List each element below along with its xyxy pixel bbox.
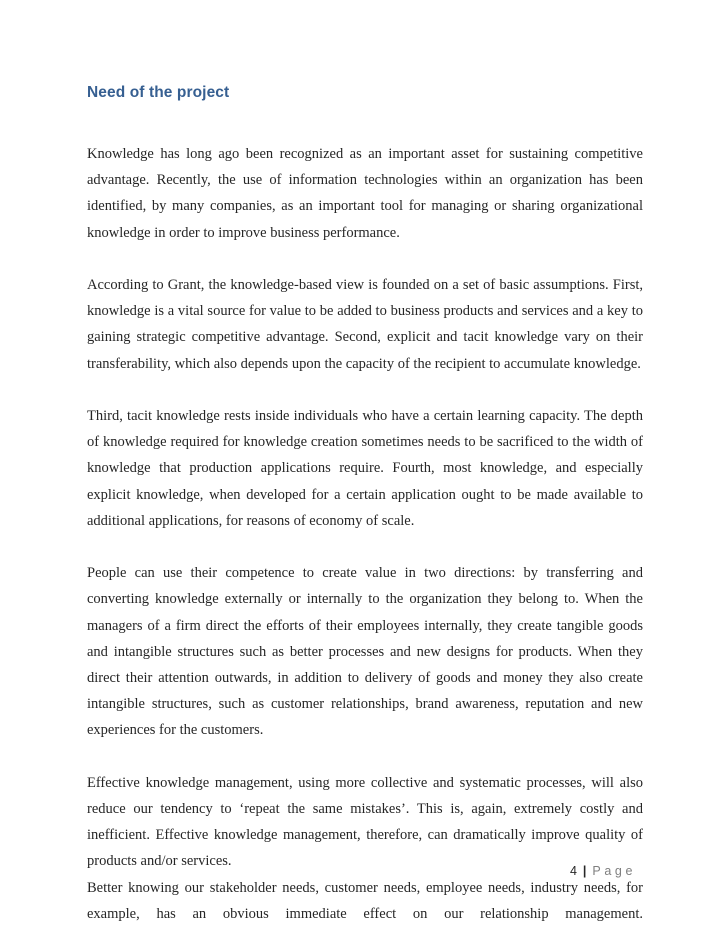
paragraph-3: Third, tacit knowledge rests inside individuals who have a certain learning capacity. The depth of knowledge required for knowledge creation sometimes needs to be sacrificed to the width of knowledge that production applications require. Fourth, most knowledge, and especially explicit knowledge, when developed for a certain application ought to be made available to additional applications, for reasons of economy of scale. [87, 408, 643, 529]
paragraph-1: Knowledge has long ago been recognized as an important asset for sustaining competitive advantage. Recently, the use of information technologies within an organization has been identified, by many companies, as an important tool for managing or sharing organizational knowledge in order to improve business performance. [87, 146, 643, 241]
footer-separator: | [582, 864, 587, 878]
paragraph-4: People can use their competence to create value in two directions: by transferring and converting knowledge externally or internally to the organization they belong to. When the managers of a firm direct the efforts of their employees internally, they create tangible goods and intangible structures such as better processes and new designs for products. When they direct their attention outwards, in addition to delivery of goods and money they also create intangible structures, such as customer relationships, brand awareness, reputation and new experiences for the customers. [87, 565, 643, 739]
page-footer [570, 864, 636, 878]
section-heading: Need of the project [87, 84, 230, 101]
body-text [87, 141, 643, 927]
paragraph-6: Better knowing our stakeholder needs, customer needs, employee needs, industry needs, for example, has an obvious immediate effect on our relationship management. [87, 879, 643, 922]
paragraph-2: According to Grant, the knowledge-based view is founded on a set of basic assumptions. First, knowledge is a vital source for value to be added to business products and services and a key to gaining strategic competitive advantage. Second, explicit and tacit knowledge vary on their transferability, which also depends upon the capacity of the recipient to accumulate knowledge. [87, 277, 643, 372]
page-label: Page [592, 864, 636, 878]
paragraph-5: Effective knowledge management, using more collective and systematic processes, will also reduce our tendency to ‘repeat the same mistakes’. This is, again, extremely costly and inefficient. Effective knowledge management, therefore, can dramatically improve quality of products and/or services. [87, 774, 643, 870]
page-number: 4 [569, 864, 577, 878]
